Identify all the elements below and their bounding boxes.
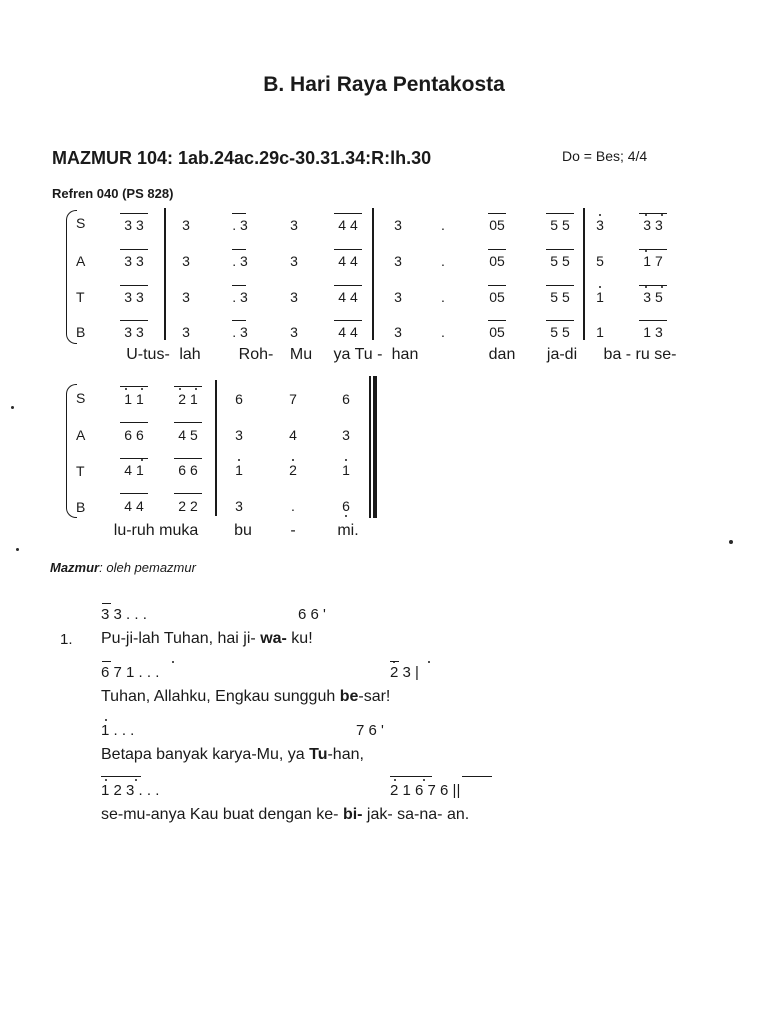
note-cell: 3 <box>182 253 190 269</box>
beat-overline <box>488 320 506 321</box>
octave-dot <box>105 719 107 721</box>
note-cell: 05 <box>489 324 505 340</box>
octave-dot <box>428 661 430 663</box>
note-cell: 2 1 <box>178 391 198 407</box>
note-cell: 5 5 <box>550 217 570 233</box>
octave-dot <box>292 459 294 461</box>
beat-overline <box>232 320 246 321</box>
barline <box>215 380 217 516</box>
psalmist-text: : oleh pemazmur <box>99 560 196 575</box>
octave-dot <box>645 250 647 252</box>
verse-line <box>101 630 313 648</box>
octave-dot <box>661 286 663 288</box>
psalm-tone: 2 1 6 7 6 || <box>390 782 461 799</box>
psalm-tone: 6 6 ' <box>298 606 326 623</box>
beat-overline <box>334 320 362 321</box>
lyric-syllable: ya Tu - <box>333 346 383 363</box>
final-barline-thin <box>369 376 371 518</box>
note-cell: 1 <box>235 462 243 478</box>
note-cell: . 3 <box>232 253 248 269</box>
note-cell: 2 <box>289 462 297 478</box>
note-cell: 1 1 <box>124 391 144 407</box>
beat-overline <box>174 422 202 423</box>
note-cell: 6 <box>342 391 350 407</box>
lyric-syllable: dan <box>488 346 516 363</box>
beat-overline <box>120 422 148 423</box>
voice-label-b: B <box>76 324 86 340</box>
accent-syllable: wa- <box>260 630 287 647</box>
beat-overline <box>232 249 246 250</box>
note-cell: 6 6 <box>124 427 144 443</box>
note-cell: 05 <box>489 289 505 305</box>
scan-speck <box>16 548 19 551</box>
beat-overline <box>488 249 506 250</box>
scan-speck <box>11 406 14 409</box>
psalm-tone: 2 3 | <box>390 664 419 681</box>
note-cell: 1 <box>342 462 350 478</box>
note-cell: 5 5 <box>550 289 570 305</box>
voice-label-s: S <box>76 215 86 231</box>
note-cell: 3 <box>235 427 243 443</box>
octave-dot <box>599 214 601 216</box>
note-cell: 3 <box>290 324 298 340</box>
note-cell: 3 <box>235 498 243 514</box>
verse-text: Tuhan, Allahku, Engkau sungguh <box>101 688 340 705</box>
note-cell: 3 5 <box>643 289 663 305</box>
verse-number: 1. <box>60 631 73 648</box>
psalm-tone: 6 7 1 . . . <box>101 664 160 681</box>
octave-dot <box>125 388 127 390</box>
lyric-syllable: bu <box>234 522 252 539</box>
verse-text: Pu-ji-lah Tuhan, hai ji- <box>101 630 261 647</box>
note-cell: . <box>291 498 295 514</box>
beat-overline <box>120 249 148 250</box>
beat-overline <box>546 320 574 321</box>
note-cell: 3 <box>394 217 402 233</box>
beat-overline <box>639 249 667 250</box>
note-cell: 4 1 <box>124 462 144 478</box>
note-cell: . <box>441 217 445 233</box>
note-cell: 4 4 <box>338 289 358 305</box>
note-cell: 05 <box>489 217 505 233</box>
octave-dot <box>423 779 425 781</box>
note-cell: 5 5 <box>550 324 570 340</box>
note-cell: 6 6 <box>178 462 198 478</box>
lyric-syllable: ja-di <box>546 346 578 363</box>
accent-syllable: be <box>339 688 359 705</box>
voice-label-b: B <box>76 499 86 515</box>
lyric-syllable: U-tus- <box>126 346 170 363</box>
barline <box>164 208 166 340</box>
octave-dot <box>394 779 396 781</box>
verse-text: se-mu-anya Kau buat dengan ke- <box>101 806 343 823</box>
note-cell: 3 3 <box>643 217 663 233</box>
note-cell: 3 3 <box>124 217 144 233</box>
note-cell: 5 5 <box>550 253 570 269</box>
note-cell: 6 <box>342 498 350 514</box>
note-cell: . <box>441 324 445 340</box>
beat-overline <box>334 213 362 214</box>
note-cell: 3 3 <box>124 289 144 305</box>
verse-text: -han, <box>327 746 364 763</box>
beat-overline <box>546 249 574 250</box>
refrain-reference: Refren 040 (PS 828) <box>52 186 174 201</box>
note-cell: 7 <box>289 391 297 407</box>
octave-dot <box>172 661 174 663</box>
beat-overline <box>462 776 492 777</box>
octave-dot <box>393 661 395 663</box>
beat-overline <box>639 320 667 321</box>
note-cell: 3 <box>596 217 604 233</box>
beat-overline <box>390 776 432 777</box>
beat-overline <box>120 458 148 459</box>
beat-overline <box>232 285 246 286</box>
note-cell: 3 <box>394 289 402 305</box>
note-cell: 3 <box>394 253 402 269</box>
octave-dot <box>195 388 197 390</box>
lyric-syllable: lu-ruh muka <box>113 522 199 539</box>
note-cell: 4 4 <box>338 217 358 233</box>
octave-dot-below <box>345 515 347 517</box>
note-cell: 6 <box>235 391 243 407</box>
beat-overline <box>546 285 574 286</box>
note-cell: 3 <box>290 253 298 269</box>
note-cell: 1 <box>596 289 604 305</box>
lyric-syllable: han <box>391 346 419 363</box>
scan-speck <box>729 540 733 544</box>
verse-line <box>101 746 364 764</box>
note-cell: 3 <box>290 289 298 305</box>
note-cell: 05 <box>489 253 505 269</box>
psalm-tone: 7 6 ' <box>356 722 384 739</box>
verse-text: Betapa banyak karya-Mu, ya <box>101 746 310 763</box>
verse-text: ku! <box>286 630 313 647</box>
beat-overline <box>102 603 111 604</box>
octave-dot <box>105 779 107 781</box>
voice-label-t: T <box>76 463 85 479</box>
final-barline-thick <box>373 376 377 518</box>
beat-overline <box>101 776 141 777</box>
note-cell: 3 <box>182 289 190 305</box>
note-cell: . 3 <box>232 324 248 340</box>
psalm-reference: MAZMUR 104: 1ab.24ac.29c-30.31.34:R:lh.30 <box>52 148 432 168</box>
octave-dot <box>645 214 647 216</box>
lyric-syllable: mi. <box>337 522 359 539</box>
note-cell: . 3 <box>232 289 248 305</box>
octave-dot <box>141 388 143 390</box>
lyric-syllable: - <box>290 522 296 539</box>
note-cell: 3 <box>290 217 298 233</box>
barline <box>583 208 585 340</box>
beat-overline <box>102 661 111 662</box>
note-cell: 3 <box>182 324 190 340</box>
octave-dot <box>345 459 347 461</box>
verse-text: jak- sa-na- an. <box>362 806 470 823</box>
beat-overline <box>334 285 362 286</box>
note-cell: . <box>441 289 445 305</box>
beat-overline <box>174 458 202 459</box>
key-signature: Do = Bes; 4/4 <box>562 148 648 164</box>
note-cell: 3 <box>394 324 402 340</box>
voice-label-a: A <box>76 427 86 443</box>
accent-syllable: bi- <box>342 806 363 823</box>
note-cell: 1 7 <box>643 253 663 269</box>
note-cell: 1 3 <box>643 324 663 340</box>
beat-overline <box>488 213 506 214</box>
lyric-syllable: ba - ru se- <box>603 346 677 363</box>
beat-overline <box>120 285 148 286</box>
psalmist-label: Mazmur <box>50 560 100 575</box>
lyric-syllable: Mu <box>289 346 313 363</box>
note-cell: 3 <box>182 217 190 233</box>
note-cell: 3 <box>342 427 350 443</box>
verse-line <box>101 688 390 706</box>
beat-overline <box>174 493 202 494</box>
note-cell: 5 <box>596 253 604 269</box>
note-cell: . <box>441 253 445 269</box>
note-cell: 4 <box>289 427 297 443</box>
beat-overline <box>120 386 148 387</box>
verse-line <box>101 806 469 824</box>
note-cell: 3 3 <box>124 253 144 269</box>
beat-overline <box>120 213 148 214</box>
note-cell: . 3 <box>232 217 248 233</box>
psalmist-instruction <box>50 560 196 575</box>
beat-overline <box>232 213 246 214</box>
note-cell: 1 <box>596 324 604 340</box>
beat-overline <box>174 386 202 387</box>
note-cell: 4 4 <box>338 324 358 340</box>
note-cell: 4 5 <box>178 427 198 443</box>
note-cell: 4 4 <box>338 253 358 269</box>
voice-label-t: T <box>76 289 85 305</box>
beat-overline <box>120 320 148 321</box>
octave-dot <box>645 286 647 288</box>
octave-dot <box>661 214 663 216</box>
octave-dot <box>141 459 143 461</box>
beat-overline <box>334 249 362 250</box>
octave-dot <box>179 388 181 390</box>
octave-dot <box>238 459 240 461</box>
beat-overline <box>120 493 148 494</box>
note-cell: 4 4 <box>124 498 144 514</box>
lyric-syllable: lah <box>179 346 201 363</box>
note-cell: 2 2 <box>178 498 198 514</box>
voice-label-s: S <box>76 390 86 406</box>
page-title: B. Hari Raya Pentakosta <box>263 73 505 96</box>
note-cell: 3 3 <box>124 324 144 340</box>
psalm-tone: 1 . . . <box>101 722 135 739</box>
octave-dot <box>599 286 601 288</box>
verse-text: -sar! <box>358 688 391 705</box>
psalm-tone: 1 2 3 . . . <box>101 782 160 799</box>
accent-syllable: Tu <box>309 746 328 763</box>
barline <box>372 208 374 340</box>
voice-label-a: A <box>76 253 86 269</box>
lyric-syllable: Roh- <box>238 346 274 363</box>
beat-overline <box>488 285 506 286</box>
psalm-tone: 3 3 . . . <box>101 606 147 623</box>
octave-dot <box>135 779 137 781</box>
beat-overline <box>546 213 574 214</box>
